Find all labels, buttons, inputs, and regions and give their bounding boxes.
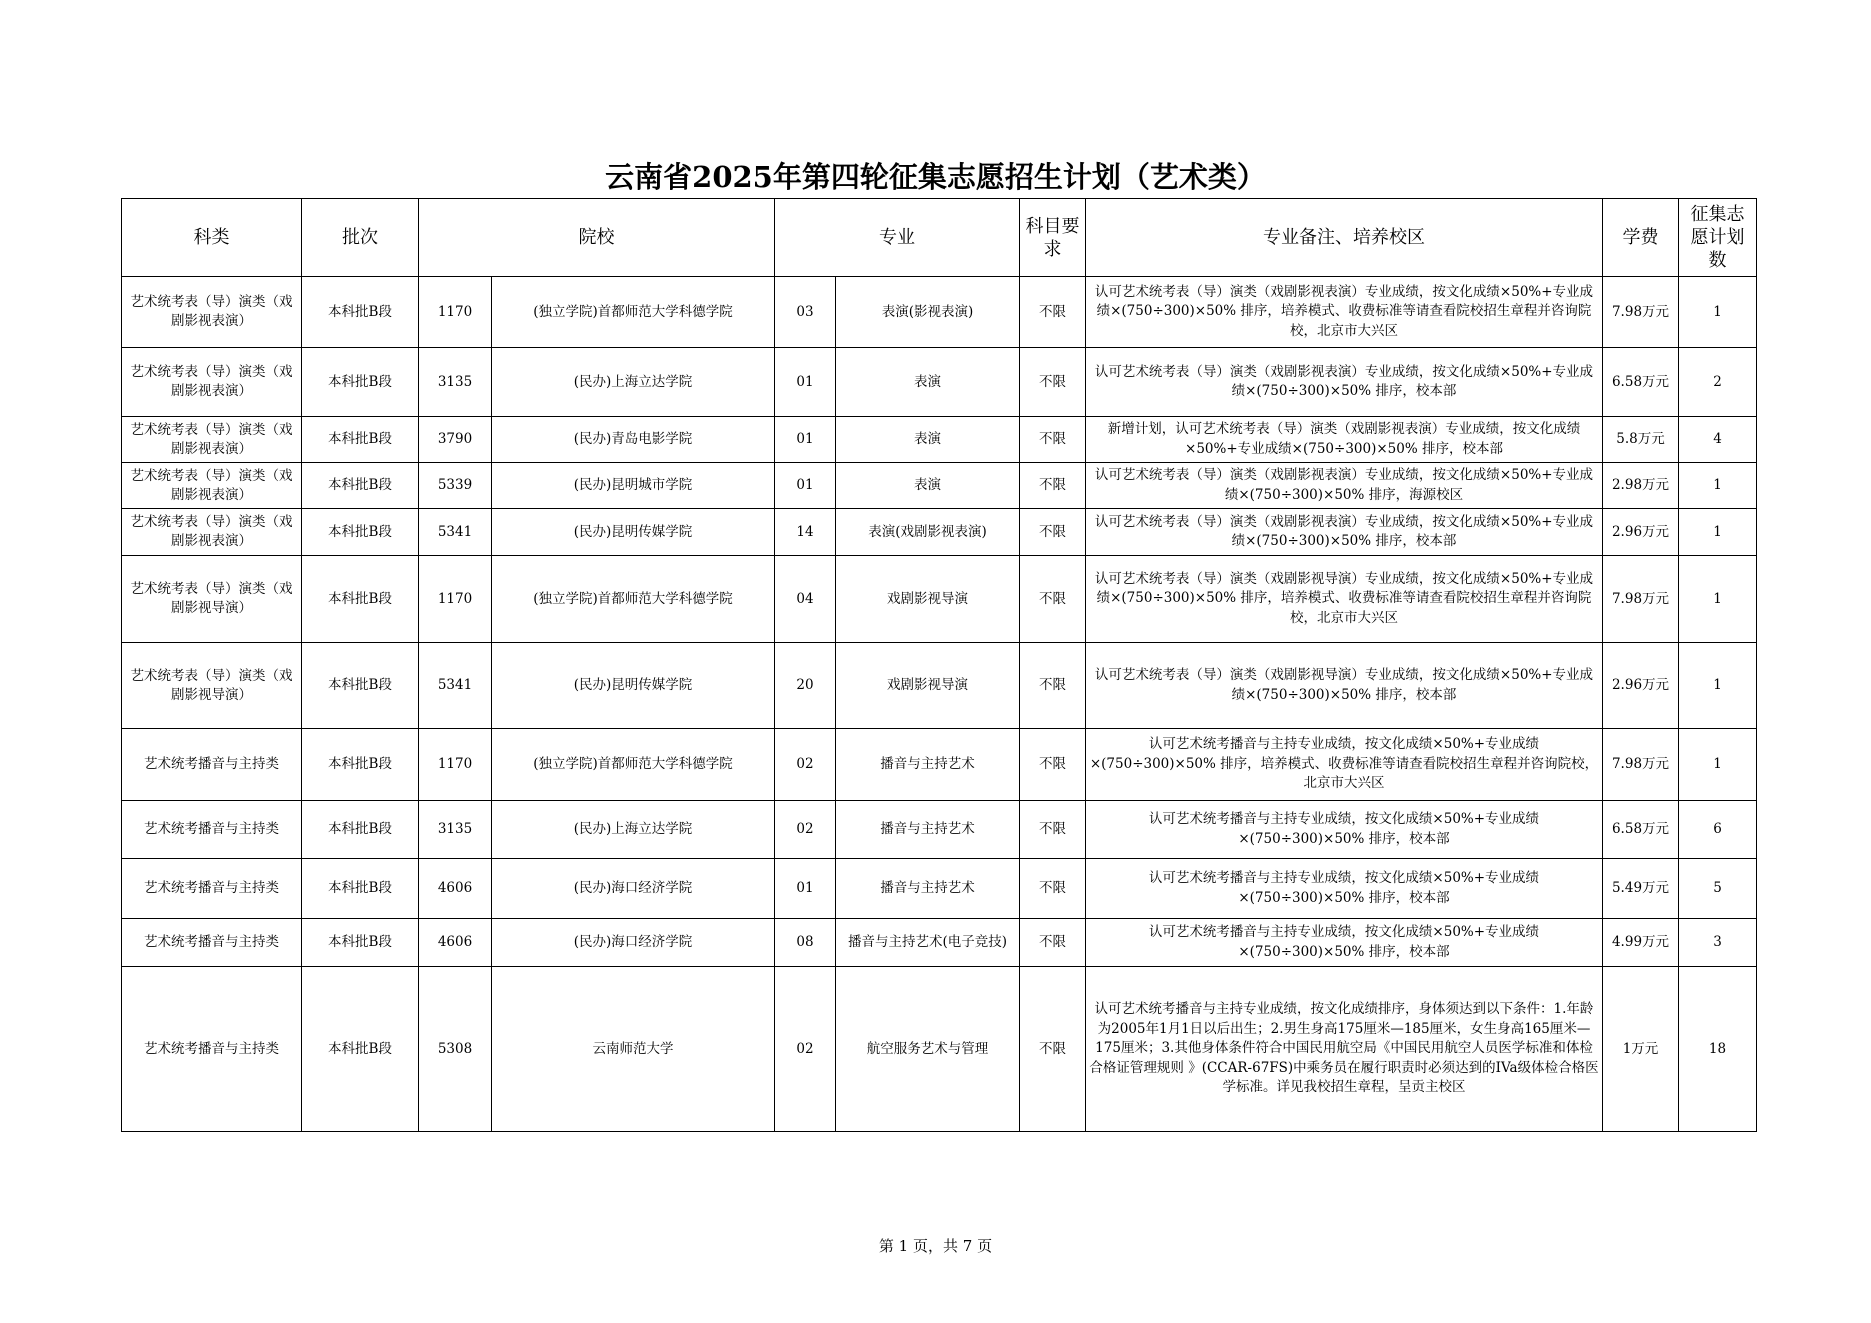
row-category: 艺术统考表（导）演类（戏剧影视表演） xyxy=(122,348,302,417)
row-major-code: 03 xyxy=(775,277,836,348)
row-batch: 本科批B段 xyxy=(302,417,419,463)
row-batch: 本科批B段 xyxy=(302,348,419,417)
row-major-name: 播音与主持艺术 xyxy=(836,801,1020,859)
row-subject-req: 不限 xyxy=(1020,643,1086,729)
table-row xyxy=(122,801,1757,859)
row-batch: 本科批B段 xyxy=(302,556,419,643)
row-major-code: 04 xyxy=(775,556,836,643)
header-major: 专业 xyxy=(775,199,1020,277)
table-row xyxy=(122,556,1757,643)
table-row xyxy=(122,919,1757,967)
row-major-name: 表演 xyxy=(836,463,1020,509)
row-tuition: 2.96万元 xyxy=(1603,509,1679,556)
row-subject-req: 不限 xyxy=(1020,277,1086,348)
row-subject-req: 不限 xyxy=(1020,509,1086,556)
row-batch: 本科批B段 xyxy=(302,643,419,729)
row-plan: 5 xyxy=(1679,859,1757,919)
row-major-code: 02 xyxy=(775,729,836,801)
row-school-name: (民办)青岛电影学院 xyxy=(492,417,775,463)
enrollment-plan-table xyxy=(121,198,1757,1132)
table-row xyxy=(122,277,1757,348)
header-category: 科类 xyxy=(122,199,302,277)
header-plan: 征集志愿计划数 xyxy=(1679,199,1757,277)
row-school-name: (民办)昆明城市学院 xyxy=(492,463,775,509)
row-school-name: (民办)海口经济学院 xyxy=(492,919,775,967)
row-tuition: 6.58万元 xyxy=(1603,801,1679,859)
table-row xyxy=(122,729,1757,801)
row-notes: 认可艺术统考表（导）演类（戏剧影视导演）专业成绩，按文化成绩×50%+专业成绩×(750÷300)×50% 排序，校本部 xyxy=(1086,643,1603,729)
row-plan: 1 xyxy=(1679,643,1757,729)
row-tuition: 6.58万元 xyxy=(1603,348,1679,417)
row-plan: 18 xyxy=(1679,967,1757,1132)
row-major-code: 20 xyxy=(775,643,836,729)
row-school-code: 4606 xyxy=(419,919,492,967)
row-school-name: (民办)上海立达学院 xyxy=(492,801,775,859)
row-school-code: 5308 xyxy=(419,967,492,1132)
row-tuition: 4.99万元 xyxy=(1603,919,1679,967)
row-major-name: 播音与主持艺术 xyxy=(836,859,1020,919)
row-notes: 认可艺术统考播音与主持专业成绩，按文化成绩排序，身体须达到以下条件：1.年龄为2005年1月1日以后出生；2.男生身高175厘米—185厘米，女生身高165厘米—175厘米；3.其他身体条件符合中国民用航空局《中国民用航空人员医学标准和体检合格证管理规则 》(CCAR-67FS)中乘务员在履行职责时必须达到的IVa级体检合格医学标准。详见我校招生章程，呈贡主校区 xyxy=(1086,967,1603,1132)
header-subject-req: 科目要求 xyxy=(1020,199,1086,277)
row-category: 艺术统考表（导）演类（戏剧影视表演） xyxy=(122,509,302,556)
row-subject-req: 不限 xyxy=(1020,556,1086,643)
row-major-name: 戏剧影视导演 xyxy=(836,643,1020,729)
row-notes: 认可艺术统考表（导）演类（戏剧影视导演）专业成绩，按文化成绩×50%+专业成绩×(750÷300)×50% 排序，培养模式、收费标准等请查看院校招生章程并咨询院校，北京市大兴区 xyxy=(1086,556,1603,643)
row-batch: 本科批B段 xyxy=(302,801,419,859)
row-major-code: 01 xyxy=(775,859,836,919)
row-major-code: 01 xyxy=(775,463,836,509)
row-school-name: (民办)上海立达学院 xyxy=(492,348,775,417)
table-header-row xyxy=(122,199,1757,277)
row-major-name: 航空服务艺术与管理 xyxy=(836,967,1020,1132)
row-school-code: 3790 xyxy=(419,417,492,463)
header-tuition: 学费 xyxy=(1603,199,1679,277)
row-subject-req: 不限 xyxy=(1020,919,1086,967)
row-plan: 1 xyxy=(1679,509,1757,556)
row-batch: 本科批B段 xyxy=(302,919,419,967)
row-school-name: (民办)昆明传媒学院 xyxy=(492,509,775,556)
page-title: 云南省2025年第四轮征集志愿招生计划（艺术类） xyxy=(605,160,1266,194)
row-plan: 1 xyxy=(1679,556,1757,643)
header-notes: 专业备注、培养校区 xyxy=(1086,199,1603,277)
table-row xyxy=(122,463,1757,509)
row-major-name: 表演(影视表演) xyxy=(836,277,1020,348)
row-notes: 认可艺术统考播音与主持专业成绩，按文化成绩×50%+专业成绩×(750÷300)×50% 排序，校本部 xyxy=(1086,801,1603,859)
row-subject-req: 不限 xyxy=(1020,859,1086,919)
row-plan: 2 xyxy=(1679,348,1757,417)
row-batch: 本科批B段 xyxy=(302,967,419,1132)
row-category: 艺术统考播音与主持类 xyxy=(122,859,302,919)
row-school-code: 1170 xyxy=(419,277,492,348)
row-school-code: 1170 xyxy=(419,729,492,801)
row-category: 艺术统考播音与主持类 xyxy=(122,729,302,801)
row-subject-req: 不限 xyxy=(1020,967,1086,1132)
row-tuition: 2.98万元 xyxy=(1603,463,1679,509)
header-school: 院校 xyxy=(419,199,775,277)
row-school-code: 5341 xyxy=(419,643,492,729)
row-category: 艺术统考播音与主持类 xyxy=(122,919,302,967)
row-school-code: 5339 xyxy=(419,463,492,509)
row-major-name: 表演 xyxy=(836,417,1020,463)
table-row xyxy=(122,967,1757,1132)
row-batch: 本科批B段 xyxy=(302,277,419,348)
row-batch: 本科批B段 xyxy=(302,463,419,509)
row-subject-req: 不限 xyxy=(1020,348,1086,417)
row-tuition: 5.8万元 xyxy=(1603,417,1679,463)
table-row xyxy=(122,417,1757,463)
row-major-name: 表演 xyxy=(836,348,1020,417)
row-tuition: 5.49万元 xyxy=(1603,859,1679,919)
table-row xyxy=(122,859,1757,919)
row-batch: 本科批B段 xyxy=(302,509,419,556)
row-notes: 新增计划，认可艺术统考表（导）演类（戏剧影视表演）专业成绩，按文化成绩×50%+专业成绩×(750÷300)×50% 排序，校本部 xyxy=(1086,417,1603,463)
row-plan: 1 xyxy=(1679,463,1757,509)
row-major-code: 01 xyxy=(775,417,836,463)
row-major-name: 播音与主持艺术 xyxy=(836,729,1020,801)
row-batch: 本科批B段 xyxy=(302,729,419,801)
row-school-code: 4606 xyxy=(419,859,492,919)
row-plan: 1 xyxy=(1679,729,1757,801)
row-tuition: 2.96万元 xyxy=(1603,643,1679,729)
row-notes: 认可艺术统考表（导）演类（戏剧影视表演）专业成绩，按文化成绩×50%+专业成绩×(750÷300)×50% 排序，培养模式、收费标准等请查看院校招生章程并咨询院校，北京市大兴区 xyxy=(1086,277,1603,348)
row-subject-req: 不限 xyxy=(1020,463,1086,509)
row-subject-req: 不限 xyxy=(1020,729,1086,801)
row-school-code: 1170 xyxy=(419,556,492,643)
table-row xyxy=(122,348,1757,417)
row-category: 艺术统考表（导）演类（戏剧影视表演） xyxy=(122,417,302,463)
row-category: 艺术统考表（导）演类（戏剧影视导演） xyxy=(122,556,302,643)
row-school-name: (独立学院)首都师范大学科德学院 xyxy=(492,729,775,801)
row-subject-req: 不限 xyxy=(1020,417,1086,463)
row-school-name: (独立学院)首都师范大学科德学院 xyxy=(492,556,775,643)
row-tuition: 7.98万元 xyxy=(1603,729,1679,801)
row-major-code: 02 xyxy=(775,967,836,1132)
row-notes: 认可艺术统考表（导）演类（戏剧影视表演）专业成绩，按文化成绩×50%+专业成绩×(750÷300)×50% 排序，校本部 xyxy=(1086,509,1603,556)
row-plan: 3 xyxy=(1679,919,1757,967)
row-notes: 认可艺术统考播音与主持专业成绩，按文化成绩×50%+专业成绩×(750÷300)×50% 排序，校本部 xyxy=(1086,919,1603,967)
row-category: 艺术统考表（导）演类（戏剧影视导演） xyxy=(122,643,302,729)
row-tuition: 7.98万元 xyxy=(1603,277,1679,348)
row-notes: 认可艺术统考播音与主持专业成绩，按文化成绩×50%+专业成绩×(750÷300)×50% 排序，培养模式、收费标准等请查看院校招生章程并咨询院校，北京市大兴区 xyxy=(1086,729,1603,801)
row-major-code: 01 xyxy=(775,348,836,417)
row-major-name: 表演(戏剧影视表演) xyxy=(836,509,1020,556)
table-row xyxy=(122,643,1757,729)
page-footer: 第 1 页，共 7 页 xyxy=(878,1237,993,1255)
row-school-code: 5341 xyxy=(419,509,492,556)
row-school-code: 3135 xyxy=(419,801,492,859)
row-major-name: 戏剧影视导演 xyxy=(836,556,1020,643)
row-category: 艺术统考播音与主持类 xyxy=(122,801,302,859)
row-major-name: 播音与主持艺术(电子竞技) xyxy=(836,919,1020,967)
row-category: 艺术统考表（导）演类（戏剧影视表演） xyxy=(122,277,302,348)
row-major-code: 02 xyxy=(775,801,836,859)
table-row xyxy=(122,509,1757,556)
row-tuition: 1万元 xyxy=(1603,967,1679,1132)
row-major-code: 08 xyxy=(775,919,836,967)
row-notes: 认可艺术统考播音与主持专业成绩，按文化成绩×50%+专业成绩×(750÷300)×50% 排序，校本部 xyxy=(1086,859,1603,919)
row-category: 艺术统考播音与主持类 xyxy=(122,967,302,1132)
row-notes: 认可艺术统考表（导）演类（戏剧影视表演）专业成绩，按文化成绩×50%+专业成绩×(750÷300)×50% 排序，海源校区 xyxy=(1086,463,1603,509)
row-major-code: 14 xyxy=(775,509,836,556)
row-school-name: 云南师范大学 xyxy=(492,967,775,1132)
row-batch: 本科批B段 xyxy=(302,859,419,919)
row-category: 艺术统考表（导）演类（戏剧影视表演） xyxy=(122,463,302,509)
header-batch: 批次 xyxy=(302,199,419,277)
row-plan: 6 xyxy=(1679,801,1757,859)
row-tuition: 7.98万元 xyxy=(1603,556,1679,643)
row-notes: 认可艺术统考表（导）演类（戏剧影视表演）专业成绩，按文化成绩×50%+专业成绩×(750÷300)×50% 排序，校本部 xyxy=(1086,348,1603,417)
row-school-name: (民办)海口经济学院 xyxy=(492,859,775,919)
row-school-name: (独立学院)首都师范大学科德学院 xyxy=(492,277,775,348)
row-plan: 4 xyxy=(1679,417,1757,463)
row-school-name: (民办)昆明传媒学院 xyxy=(492,643,775,729)
row-school-code: 3135 xyxy=(419,348,492,417)
row-subject-req: 不限 xyxy=(1020,801,1086,859)
row-plan: 1 xyxy=(1679,277,1757,348)
